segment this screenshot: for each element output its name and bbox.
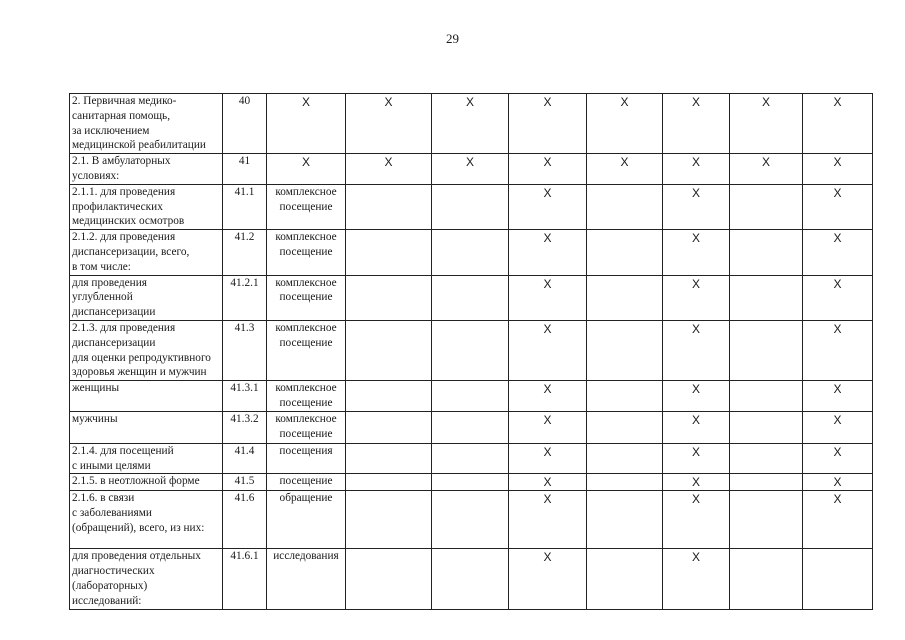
x-mark-cell [432,443,509,474]
unit-line: комплексное [275,321,337,334]
x-mark-cell: X [803,94,873,154]
x-mark-cell [730,491,803,549]
row-number-cell: 41 [223,154,267,185]
table-row [70,443,873,474]
x-mark-cell: X [803,474,873,491]
x-mark-cell: X [509,94,587,154]
row-name-line: (обращений), всего, из них: [72,521,205,534]
x-mark-cell [432,275,509,320]
table-row [70,474,873,491]
table-row [70,320,873,380]
x-mark-cell [803,549,873,609]
x-mark-cell: X [730,154,803,185]
x-mark-cell [730,411,803,443]
row-name-line: за исключением [72,124,150,137]
row-name-line: 2.1.5. в неотложной форме [72,475,200,488]
row-number-cell: 41.3 [223,320,267,380]
x-mark-cell [587,275,663,320]
x-mark-cell: X [663,443,730,474]
x-mark-cell: X [663,491,730,549]
row-name-cell [70,474,223,491]
row-name-cell [70,491,223,549]
x-mark-cell [432,320,509,380]
x-mark-cell: X [663,154,730,185]
x-mark-cell: X [663,184,730,229]
table-row [70,411,873,443]
x-mark-cell [587,474,663,491]
unit-cell [267,474,346,491]
x-mark-cell [730,275,803,320]
x-mark-cell: X [803,230,873,275]
x-mark-cell: X [803,154,873,185]
unit-line: комплексное [275,185,337,198]
row-number-cell: 41.5 [223,474,267,491]
unit-line: посещение [279,396,333,409]
row-name-line: с заболеваниями [72,507,152,520]
unit-cell [267,411,346,443]
table-row [70,154,873,185]
row-name-line: для оценки репродуктивного [72,351,211,364]
row-name-line: 2.1.1. для проведения [72,185,176,198]
x-mark-cell [346,230,432,275]
row-number-cell: 41.4 [223,443,267,474]
row-name-cell [70,443,223,474]
x-mark-cell [432,549,509,609]
x-mark-cell: X [509,184,587,229]
unit-line: посещение [279,200,333,213]
row-name-line: условиях: [72,169,120,182]
x-mark-cell: X [663,230,730,275]
x-mark-cell: X [432,154,509,185]
x-mark-cell [346,184,432,229]
x-mark-cell: X [509,275,587,320]
x-mark-cell: X [803,491,873,549]
x-mark-cell: X [587,94,663,154]
row-name-line: 2.1.4. для посещений [72,444,174,457]
row-name-line: 2.1. В амбулаторных [72,155,171,168]
x-mark-cell [587,549,663,609]
row-name-line: 2. Первичная медико- [72,95,177,107]
unit-line: посещение [279,427,333,440]
x-mark-cell [587,491,663,549]
table-row [70,184,873,229]
x-mark-cell: X [509,474,587,491]
x-mark-cell [346,474,432,491]
x-mark-cell: X [803,443,873,474]
row-name-cell [70,230,223,275]
x-mark-cell [730,320,803,380]
table-row [70,381,873,412]
unit-cell [267,184,346,229]
x-mark-cell: X [509,230,587,275]
x-mark-cell: X [509,411,587,443]
row-name-cell [70,549,223,609]
unit-cell [267,381,346,412]
row-name-cell [70,411,223,443]
x-mark-cell: X [509,154,587,185]
x-mark-cell [730,474,803,491]
row-name-line: санитарная помощь, [72,109,171,122]
row-name-line: диспансеризации [72,336,156,349]
unit-line: комплексное [275,382,337,395]
row-number-cell: 41.6 [223,491,267,549]
unit-line: посещения [279,444,333,457]
x-mark-cell [432,184,509,229]
x-mark-cell: X [509,320,587,380]
x-mark-cell: X [509,443,587,474]
page-number: 29 [446,31,459,46]
x-mark-cell [730,381,803,412]
x-mark-cell [730,230,803,275]
x-mark-cell: X [803,320,873,380]
x-mark-cell [432,411,509,443]
unit-line: комплексное [275,276,337,289]
x-mark-cell [346,491,432,549]
unit-cell [267,443,346,474]
x-mark-cell [587,411,663,443]
row-name-line: диспансеризации, всего, [72,245,190,258]
row-number-cell: 41.2.1 [223,275,267,320]
unit-line: посещение [279,291,333,304]
x-mark-cell: X [346,94,432,154]
table-row [70,230,873,275]
x-mark-cell [730,549,803,609]
row-number-cell: 41.1 [223,184,267,229]
unit-cell: X [267,154,346,185]
x-mark-cell: X [587,154,663,185]
row-name-line: в том числе: [72,260,131,273]
row-name-line: женщины [72,382,120,395]
x-mark-cell: X [730,94,803,154]
x-mark-cell [346,443,432,474]
row-name-line: медицинской реабилитации [72,139,206,152]
row-name-line: исследований: [72,594,142,607]
x-mark-cell: X [509,549,587,609]
x-mark-cell [346,275,432,320]
x-mark-cell [432,230,509,275]
table-row [70,275,873,320]
x-mark-cell [730,443,803,474]
x-mark-cell [730,184,803,229]
unit-cell [267,320,346,380]
row-name-line: здоровья женщин и мужчин [72,366,207,379]
x-mark-cell [346,381,432,412]
x-mark-cell [587,230,663,275]
row-name-line: 2.1.6. в связи [72,492,135,505]
x-mark-cell [587,381,663,412]
x-mark-cell: X [663,549,730,609]
unit-line: посещение [279,245,333,258]
x-mark-cell [432,381,509,412]
unit-line: комплексное [275,412,337,425]
x-mark-cell: X [803,411,873,443]
row-name-line: 2.1.3. для проведения [72,321,176,334]
row-number-cell: 41.6.1 [223,549,267,609]
x-mark-cell: X [663,411,730,443]
row-name-line: для проведения отдельных [72,550,201,563]
table-row [70,549,873,609]
table-row [70,491,873,549]
unit-line: обращение [279,492,333,505]
row-number-cell: 40 [223,94,267,154]
unit-line: исследования [273,550,339,563]
x-mark-cell [346,549,432,609]
row-name-cell [70,154,223,185]
row-number-cell: 41.3.1 [223,381,267,412]
unit-line: комплексное [275,231,337,244]
unit-cell [267,491,346,549]
x-mark-cell [587,184,663,229]
row-name-cell [70,381,223,412]
x-mark-cell: X [346,154,432,185]
x-mark-cell: X [663,320,730,380]
row-name-line: 2.1.2. для проведения [72,231,176,244]
table-row [70,94,873,154]
x-mark-cell [432,474,509,491]
row-name-cell [70,320,223,380]
x-mark-cell: X [663,275,730,320]
row-number-cell: 41.3.2 [223,411,267,443]
unit-line: посещение [279,336,333,349]
row-name-line: с иными целями [72,459,151,472]
data-table [69,93,873,610]
x-mark-cell: X [803,381,873,412]
unit-cell [267,275,346,320]
x-mark-cell: X [509,491,587,549]
row-name-line: углубленной [72,291,133,304]
row-name-line: профилактических [72,200,163,213]
x-mark-cell: X [663,94,730,154]
x-mark-cell [587,320,663,380]
x-mark-cell [346,411,432,443]
unit-cell [267,549,346,609]
row-number-cell: 41.2 [223,230,267,275]
row-name-line: медицинских осмотров [72,215,185,228]
row-name-line: диагностических [72,565,155,578]
x-mark-cell: X [803,184,873,229]
x-mark-cell [432,491,509,549]
row-name-line: мужчины [72,412,118,425]
x-mark-cell [587,443,663,474]
row-name-line: диспансеризации [72,306,156,319]
unit-cell: X [267,94,346,154]
unit-cell [267,230,346,275]
row-name-cell [70,94,223,154]
x-mark-cell: X [663,474,730,491]
x-mark-cell: X [509,381,587,412]
x-mark-cell: X [803,275,873,320]
row-name-line: для проведения [72,276,147,289]
row-name-cell [70,184,223,229]
row-name-line: (лабораторных) [72,579,148,592]
row-name-cell [70,275,223,320]
x-mark-cell: X [663,381,730,412]
x-mark-cell: X [432,94,509,154]
x-mark-cell [346,320,432,380]
unit-line: посещение [279,475,333,488]
